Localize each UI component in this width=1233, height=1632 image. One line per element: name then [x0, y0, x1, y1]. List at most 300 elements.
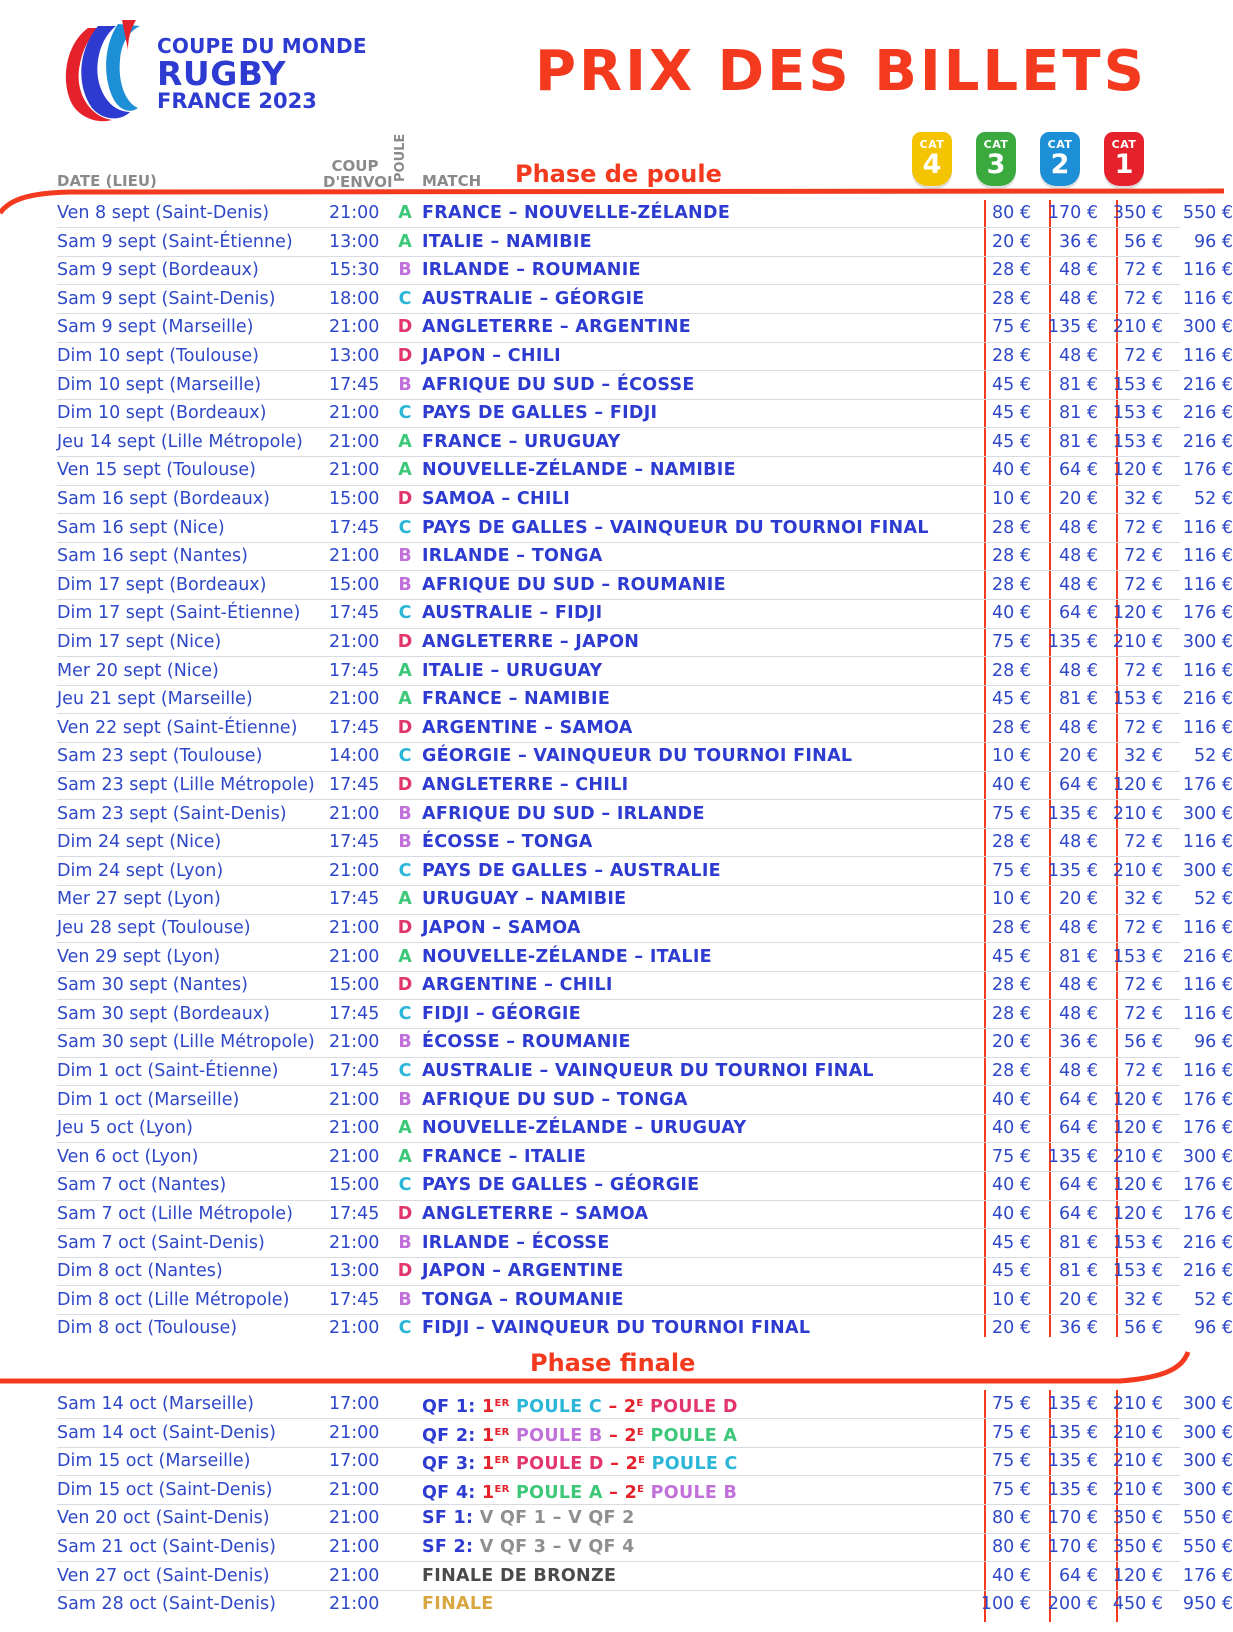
pool-letter: A [398, 660, 412, 681]
price-cat-4: 45 € [992, 946, 1031, 967]
price-cat-1: 550 € [1182, 1537, 1233, 1557]
price-cat-3: 135 € [1047, 803, 1098, 824]
price-cat-2: 450 € [1112, 1594, 1163, 1615]
kickoff-time: 21:00 [329, 860, 380, 881]
price-cat-2: 210 € [1112, 1394, 1163, 1414]
rank-suffix: ER [494, 1455, 510, 1467]
price-cat-2: 32 € [1124, 489, 1163, 509]
price-cat-1: 116 € [1182, 660, 1233, 681]
price-cat-4: 75 € [992, 803, 1031, 824]
match-name: ARGENTINE – CHILI [422, 975, 613, 996]
price-cat-2: 120 € [1112, 1089, 1163, 1110]
price-cat-3: 48 € [1059, 832, 1098, 853]
match-name: PAYS DE GALLES – VAINQUEUR DU TOURNOI FINAL [422, 517, 929, 538]
kickoff-time: 15:00 [329, 489, 380, 509]
price-cat-1: 176 € [1182, 603, 1233, 624]
price-cat-2: 72 € [1124, 574, 1163, 595]
price-cat-3: 64 € [1059, 1565, 1098, 1586]
match-date: Sam 7 oct (Nantes) [57, 1175, 227, 1196]
table-row [57, 800, 1233, 828]
table-row [57, 1476, 1233, 1504]
match-name [422, 1419, 737, 1450]
price-cat-1: 52 € [1194, 746, 1233, 767]
bracket-rank: 1 [482, 1454, 495, 1475]
price-cat-4: 10 € [992, 489, 1031, 509]
match-date: Ven 8 sept (Saint-Denis) [57, 203, 270, 223]
price-cat-2: 350 € [1112, 1537, 1163, 1557]
pool-letter: C [398, 1318, 412, 1339]
phase-pool-heading: Phase de poule [515, 160, 722, 188]
match-name: PAYS DE GALLES – AUSTRALIE [422, 860, 721, 881]
price-cat-1: 116 € [1182, 517, 1233, 538]
table-row [57, 342, 1233, 370]
price-cat-3: 64 € [1059, 460, 1098, 481]
price-cat-1: 300 € [1182, 1422, 1233, 1443]
price-cat-4: 28 € [992, 517, 1031, 538]
price-cat-1: 300 € [1182, 1394, 1233, 1414]
pool-letter: D [397, 632, 413, 652]
category-number: 3 [986, 149, 1006, 180]
price-cat-1: 116 € [1182, 288, 1233, 309]
bracket-dash: – [602, 1425, 625, 1446]
match-date: Sam 16 sept (Nice) [57, 517, 225, 538]
match-name: ITALIE – NAMIBIE [422, 231, 592, 252]
match-date: Sam 14 oct (Saint-Denis) [57, 1422, 276, 1443]
table-row [57, 914, 1233, 942]
table-row [57, 1000, 1233, 1028]
match-date: Dim 10 sept (Marseille) [57, 374, 262, 395]
price-cat-2: 56 € [1124, 1318, 1163, 1339]
match-date: Ven 27 oct (Saint-Denis) [57, 1565, 270, 1586]
kickoff-time: 21:00 [329, 1232, 380, 1253]
match-name: AFRIQUE DU SUD – ROUMANIE [422, 574, 726, 595]
price-cat-4: 40 € [992, 1565, 1031, 1586]
price-cat-1: 300 € [1182, 1451, 1233, 1472]
kickoff-time: 21:00 [329, 1089, 380, 1110]
price-cat-3: 64 € [1059, 1175, 1098, 1196]
match-date: Dim 17 sept (Bordeaux) [57, 574, 267, 595]
kickoff-time: 21:00 [329, 1318, 380, 1339]
pool-letter: C [398, 1061, 412, 1081]
price-cat-4: 20 € [992, 1032, 1031, 1053]
price-cat-1: 216 € [1182, 946, 1233, 967]
match-name [422, 1533, 635, 1561]
table-row [57, 199, 1233, 227]
match-name: ANGLETERRE – CHILI [422, 775, 629, 795]
price-cat-2: 120 € [1112, 1118, 1163, 1139]
bracket-rank: 2 [624, 1482, 638, 1503]
kickoff-time: 21:00 [329, 1594, 380, 1615]
table-row [57, 714, 1233, 742]
table-row [57, 1171, 1233, 1199]
pool-letter: D [397, 975, 413, 996]
price-cat-1: 176 € [1182, 775, 1233, 795]
pool-letter: D [397, 918, 413, 938]
table-row [57, 256, 1233, 284]
match-date: Sam 16 sept (Bordeaux) [57, 489, 270, 509]
price-cat-1: 176 € [1182, 1089, 1233, 1110]
price-cat-1: 176 € [1182, 460, 1233, 481]
price-cat-4: 20 € [992, 231, 1031, 252]
table-row [57, 1200, 1233, 1228]
price-cat-2: 210 € [1112, 1479, 1163, 1500]
price-cat-4: 40 € [992, 1175, 1031, 1196]
price-cat-4: 75 € [992, 317, 1031, 338]
bracket-pool: POULE A [509, 1482, 603, 1503]
table-row [57, 514, 1233, 542]
pool-letter: C [398, 1175, 412, 1196]
price-cat-4: 75 € [992, 1394, 1031, 1414]
match-date: Dim 24 sept (Nice) [57, 832, 222, 853]
match-date: Sam 7 oct (Saint-Denis) [57, 1232, 265, 1253]
price-cat-3: 135 € [1047, 1146, 1098, 1167]
rank-suffix: ER [494, 1426, 510, 1438]
pool-letter: C [398, 746, 412, 767]
price-cat-3: 20 € [1059, 1289, 1098, 1310]
price-cat-4: 28 € [992, 660, 1031, 681]
kickoff-time: 21:00 [329, 1508, 380, 1529]
price-cat-3: 48 € [1059, 717, 1098, 738]
price-cat-4: 28 € [992, 975, 1031, 996]
price-cat-3: 64 € [1059, 603, 1098, 624]
match-date: Dim 17 sept (Nice) [57, 632, 222, 652]
match-name: GÉORGIE – VAINQUEUR DU TOURNOI FINAL [422, 746, 853, 767]
match-name: IRLANDE – TONGA [422, 546, 603, 567]
price-cat-2: 72 € [1124, 260, 1163, 281]
bracket-rank: 1 [482, 1425, 495, 1446]
kickoff-time: 21:00 [329, 1422, 380, 1443]
price-cat-4: 10 € [992, 889, 1031, 910]
price-cat-3: 135 € [1047, 1422, 1098, 1443]
match-date: Sam 16 sept (Nantes) [57, 546, 248, 567]
match-name [422, 1476, 737, 1507]
table-row [57, 1390, 1233, 1418]
price-cat-2: 120 € [1112, 603, 1163, 624]
price-cat-3: 135 € [1047, 1479, 1098, 1500]
price-cat-3: 48 € [1059, 260, 1098, 281]
pool-letter: B [398, 832, 412, 853]
table-row [57, 1286, 1233, 1314]
round-code: SF 1: [422, 1508, 480, 1529]
price-cat-1: 52 € [1194, 889, 1233, 910]
price-cat-3: 81 € [1059, 374, 1098, 395]
match-name: ANGLETERRE – ARGENTINE [422, 317, 692, 338]
price-cat-3: 170 € [1047, 1508, 1098, 1529]
price-cat-2: 72 € [1124, 546, 1163, 567]
price-cat-1: 300 € [1182, 632, 1233, 652]
price-cat-1: 176 € [1182, 1204, 1233, 1224]
price-cat-1: 300 € [1182, 1479, 1233, 1500]
match-name: ÉCOSSE – TONGA [422, 832, 593, 853]
pool-letter: A [398, 231, 412, 252]
price-cat-1: 116 € [1182, 717, 1233, 738]
pool-letter: C [398, 860, 412, 881]
price-cat-1: 216 € [1182, 689, 1233, 710]
match-date: Ven 6 oct (Lyon) [57, 1146, 199, 1167]
match-date: Dim 1 oct (Saint-Étienne) [57, 1061, 279, 1081]
price-cat-4: 28 € [992, 346, 1031, 366]
price-cat-2: 350 € [1112, 203, 1163, 223]
price-cat-2: 210 € [1112, 1146, 1163, 1167]
category-label: CAT [1111, 138, 1137, 151]
bracket-rank: 2 [623, 1397, 637, 1417]
pool-letter: A [398, 1146, 412, 1167]
price-cat-2: 56 € [1124, 1032, 1163, 1053]
price-cat-2: 32 € [1124, 746, 1163, 767]
price-cat-1: 96 € [1194, 1032, 1233, 1053]
price-cat-3: 81 € [1059, 1232, 1098, 1253]
match-date: Sam 30 sept (Lille Métropole) [57, 1032, 315, 1053]
price-cat-4: 45 € [992, 1232, 1031, 1253]
price-cat-3: 36 € [1059, 231, 1098, 252]
price-cat-1: 116 € [1182, 546, 1233, 567]
price-cat-2: 120 € [1112, 1175, 1163, 1196]
price-cat-1: 116 € [1182, 975, 1233, 996]
match-date: Sam 9 sept (Bordeaux) [57, 260, 259, 281]
table-row [57, 1143, 1233, 1171]
rank-suffix: E [637, 1483, 645, 1495]
kickoff-time: 21:00 [329, 203, 380, 223]
price-cat-2: 72 € [1124, 717, 1163, 738]
category-label: CAT [983, 138, 1009, 151]
price-cat-2: 153 € [1112, 431, 1163, 452]
logo-wordmark [157, 36, 367, 112]
kickoff-time: 21:00 [329, 1146, 380, 1167]
match-date: Dim 10 sept (Bordeaux) [57, 403, 267, 424]
price-cat-2: 72 € [1124, 975, 1163, 996]
match-name: ANGLETERRE – SAMOA [422, 1204, 649, 1224]
price-cat-1: 216 € [1182, 431, 1233, 452]
price-cat-3: 48 € [1059, 975, 1098, 996]
price-cat-1: 216 € [1182, 374, 1233, 395]
kickoff-time: 21:00 [329, 1565, 380, 1586]
table-row [57, 285, 1233, 313]
table-row [57, 1257, 1233, 1285]
pool-letter: D [397, 1204, 413, 1224]
price-cat-4: 45 € [992, 374, 1031, 395]
kickoff-time: 17:00 [329, 1451, 380, 1472]
price-cat-3: 20 € [1059, 746, 1098, 767]
price-cat-2: 120 € [1112, 775, 1163, 795]
price-cat-3: 64 € [1059, 775, 1098, 795]
price-cat-3: 48 € [1059, 346, 1098, 366]
kickoff-time: 21:00 [329, 1537, 380, 1557]
price-cat-2: 72 € [1124, 1003, 1163, 1024]
price-cat-3: 64 € [1059, 1204, 1098, 1224]
kickoff-time: 15:00 [329, 574, 380, 595]
kickoff-time: 17:45 [329, 1204, 380, 1224]
price-cat-1: 216 € [1182, 1232, 1233, 1253]
price-cat-2: 72 € [1124, 517, 1163, 538]
price-cat-3: 81 € [1059, 403, 1098, 424]
match-name: AUSTRALIE – GÉORGIE [422, 288, 645, 309]
kickoff-time: 13:00 [329, 1261, 380, 1282]
rank-suffix: E [636, 1398, 644, 1409]
table-row [57, 971, 1233, 999]
pool-letter: A [398, 460, 412, 481]
bracket-rank: 2 [624, 1425, 637, 1446]
match-name [422, 1504, 635, 1532]
pool-letter: C [398, 288, 412, 309]
match-name: FRANCE – NAMIBIE [422, 689, 611, 710]
price-cat-2: 210 € [1112, 860, 1163, 881]
price-cat-2: 210 € [1112, 632, 1163, 652]
match-date: Ven 29 sept (Lyon) [57, 946, 221, 967]
price-cat-3: 36 € [1059, 1318, 1098, 1339]
table-row [57, 943, 1233, 971]
match-name: TONGA – ROUMANIE [422, 1289, 624, 1310]
kickoff-time: 17:45 [329, 889, 380, 910]
match-name: FIDJI – VAINQUEUR DU TOURNOI FINAL [422, 1318, 811, 1339]
match-name: ANGLETERRE – JAPON [422, 632, 640, 652]
price-cat-3: 20 € [1059, 489, 1098, 509]
price-cat-4: 75 € [992, 1451, 1031, 1472]
match-name: FRANCE – ITALIE [422, 1146, 587, 1167]
price-cat-3: 48 € [1059, 1061, 1098, 1081]
price-cat-3: 48 € [1059, 517, 1098, 538]
match-date: Dim 8 oct (Nantes) [57, 1261, 223, 1282]
rank-suffix: ER [494, 1483, 510, 1495]
kickoff-time: 21:00 [329, 460, 380, 481]
price-cat-4: 28 € [992, 1061, 1031, 1081]
price-cat-2: 153 € [1112, 403, 1163, 424]
pool-letter: A [398, 889, 412, 910]
price-cat-2: 210 € [1112, 1422, 1163, 1443]
match-name: PAYS DE GALLES – FIDJI [422, 403, 658, 424]
price-cat-1: 116 € [1182, 574, 1233, 595]
price-cat-4: 10 € [992, 1289, 1031, 1310]
pool-letter: B [398, 1089, 412, 1110]
kickoff-time: 17:45 [329, 717, 380, 738]
kickoff-time: 21:00 [329, 689, 380, 710]
price-cat-4: 80 € [992, 203, 1031, 223]
kickoff-time: 21:00 [329, 403, 380, 424]
price-cat-1: 300 € [1182, 1146, 1233, 1167]
price-cat-3: 36 € [1059, 1032, 1098, 1053]
match-name: SAMOA – CHILI [422, 489, 571, 509]
price-cat-3: 20 € [1059, 889, 1098, 910]
price-cat-3: 48 € [1059, 1003, 1098, 1024]
logo-line-3: FRANCE 2023 [157, 89, 317, 113]
match-date: Dim 15 oct (Marseille) [57, 1451, 251, 1472]
price-cat-2: 72 € [1124, 918, 1163, 938]
match-name: PAYS DE GALLES – GÉORGIE [422, 1175, 700, 1196]
header-date: DATE (LIEU) [57, 172, 157, 190]
table-row [57, 771, 1233, 799]
rank-suffix: ER [494, 1398, 510, 1409]
pool-letter: A [398, 431, 412, 452]
price-cat-1: 52 € [1194, 489, 1233, 509]
kickoff-time: 17:45 [329, 660, 380, 681]
price-cat-1: 116 € [1182, 918, 1233, 938]
price-cat-4: 80 € [992, 1508, 1031, 1529]
price-cat-4: 75 € [992, 1422, 1031, 1443]
bracket-pool: POULE C [645, 1454, 738, 1475]
price-cat-3: 48 € [1059, 660, 1098, 681]
price-cat-1: 52 € [1194, 1289, 1233, 1310]
table-row [57, 1028, 1233, 1056]
match-date: Mer 20 sept (Nice) [57, 660, 219, 681]
category-label: CAT [1047, 138, 1073, 151]
price-cat-3: 81 € [1059, 946, 1098, 967]
match-name: URUGUAY – NAMIBIE [422, 889, 627, 910]
price-cat-4: 75 € [992, 1479, 1031, 1500]
table-row [57, 1057, 1233, 1085]
pool-letter: B [398, 546, 412, 567]
price-cat-1: 116 € [1182, 832, 1233, 853]
kickoff-time: 17:45 [329, 1003, 380, 1024]
table-row [57, 571, 1233, 599]
table-row [57, 1447, 1233, 1475]
match-name: JAPON – SAMOA [422, 918, 581, 938]
price-cat-4: 28 € [992, 717, 1031, 738]
table-row [57, 1533, 1233, 1561]
match-name: IRLANDE – ROUMANIE [422, 260, 641, 281]
match-date: Sam 9 sept (Saint-Denis) [57, 288, 276, 309]
price-cat-2: 32 € [1124, 889, 1163, 910]
pool-letter: C [398, 403, 412, 424]
price-cat-4: 45 € [992, 431, 1031, 452]
price-cat-4: 28 € [992, 574, 1031, 595]
match-date: Sam 21 oct (Saint-Denis) [57, 1537, 276, 1557]
header-kickoff-line1: COUP [331, 157, 379, 175]
price-cat-2: 72 € [1124, 832, 1163, 853]
match-name: FRANCE – NOUVELLE-ZÉLANDE [422, 203, 731, 223]
match-date: Dim 10 sept (Toulouse) [57, 346, 259, 366]
bracket-dash: – [602, 1397, 624, 1417]
match-name: FIDJI – GÉORGIE [422, 1003, 581, 1024]
price-cat-1: 96 € [1194, 231, 1233, 252]
pool-letter: A [398, 203, 412, 223]
price-cat-4: 75 € [992, 632, 1031, 652]
price-cat-2: 72 € [1124, 1061, 1163, 1081]
match-name [422, 1447, 738, 1478]
pool-letter: D [397, 489, 413, 509]
kickoff-time: 13:00 [329, 231, 380, 252]
match-name [422, 1562, 616, 1590]
pool-letter: D [397, 717, 413, 738]
match-date: Dim 17 sept (Saint-Étienne) [57, 603, 301, 624]
price-cat-3: 64 € [1059, 1089, 1098, 1110]
match-name: AUSTRALIE – VAINQUEUR DU TOURNOI FINAL [422, 1061, 874, 1081]
kickoff-time: 21:00 [329, 632, 380, 652]
table-row [57, 456, 1233, 484]
price-cat-1: 176 € [1182, 1565, 1233, 1586]
kickoff-time: 21:00 [329, 803, 380, 824]
price-cat-1: 116 € [1182, 260, 1233, 281]
match-date: Sam 9 sept (Saint-Étienne) [57, 231, 293, 252]
kickoff-time: 17:45 [329, 775, 380, 795]
kickoff-time: 21:00 [329, 431, 380, 452]
kickoff-time: 13:00 [329, 346, 380, 366]
price-cat-4: 28 € [992, 918, 1031, 938]
match-date: Sam 30 sept (Bordeaux) [57, 1003, 270, 1024]
bracket-pool: POULE D [509, 1454, 604, 1475]
price-cat-1: 216 € [1182, 1261, 1233, 1282]
table-row [57, 628, 1233, 656]
kickoff-time: 15:00 [329, 1175, 380, 1196]
pool-letter: B [398, 374, 412, 395]
price-cat-4: 28 € [992, 1003, 1031, 1024]
price-cat-3: 48 € [1059, 546, 1098, 567]
table-row [57, 1229, 1233, 1257]
match-date: Sam 7 oct (Lille Métropole) [57, 1204, 293, 1224]
table-row [57, 399, 1233, 427]
table-row [57, 313, 1233, 341]
pool-letter: D [397, 775, 413, 795]
round-code: QF 2: [422, 1425, 482, 1446]
price-cat-3: 135 € [1047, 860, 1098, 881]
